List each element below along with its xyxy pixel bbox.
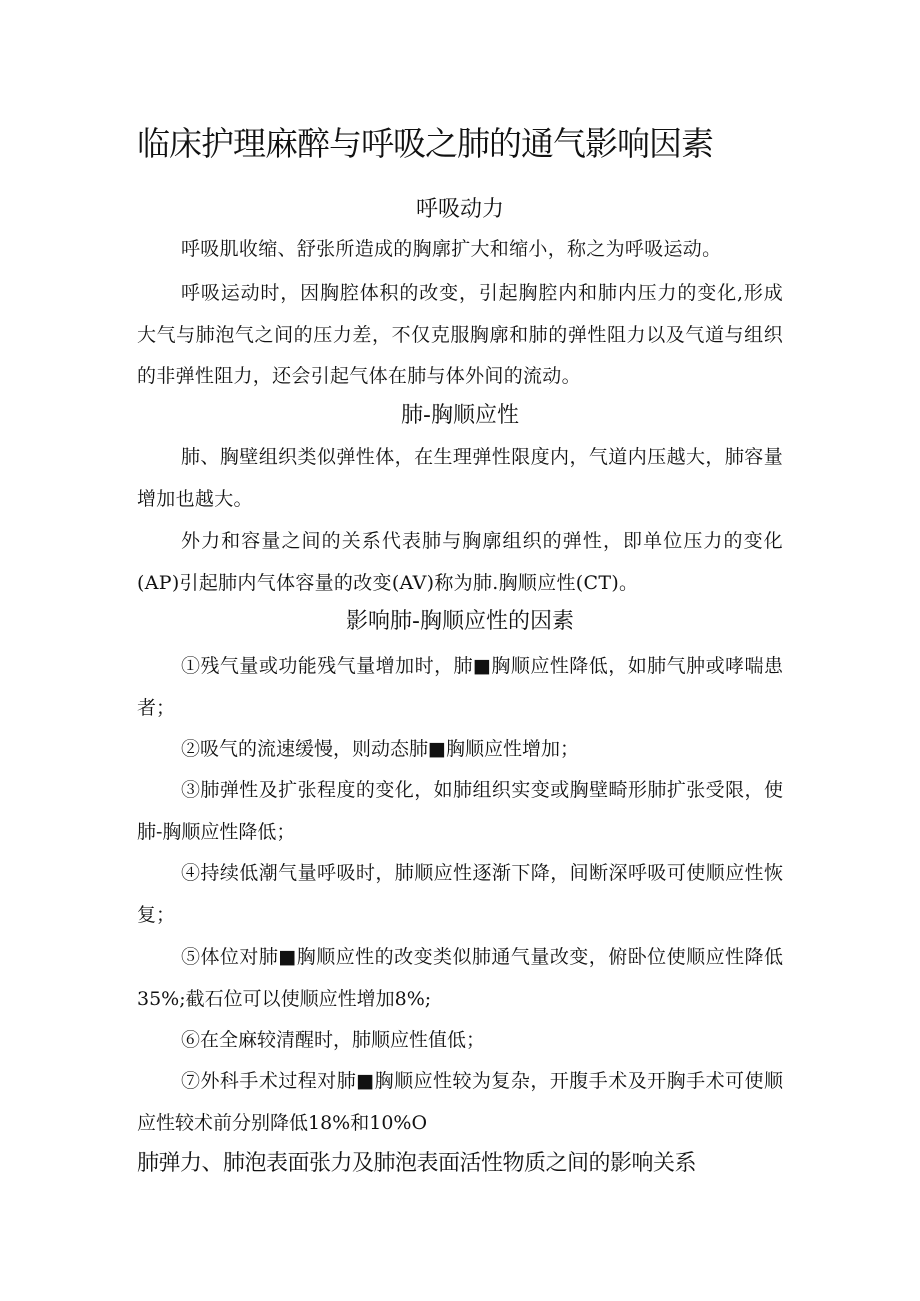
factor-item-1: ①残气量或功能残气量增加时，肺■胸顺应性降低，如肺气肿或哮喘患者；	[137, 655, 783, 719]
paragraph-pressure-difference: 呼吸运动时，因胸腔体积的改变，引起胸腔内和肺内压力的变化,形成大气与肺泡气之间的压力差，不仅克服胸廓和肺的弹性阻力以及气道与组织的非弹性阻力，还会引起气体在肺与体外间的流动。	[137, 282, 783, 387]
document-title: 临床护理麻醉与呼吸之肺的通气影响因素	[137, 124, 713, 163]
factor-item-5: ⑤体位对肺■胸顺应性的改变类似肺通气量改变，俯卧位使顺应性降低35%;截石位可以使顺应性增加8%;	[137, 946, 783, 1010]
factor-item-6: ⑥在全麻较清醒时，肺顺应性值低；	[181, 1029, 486, 1051]
paragraph-respiratory-movement: 呼吸肌收缩、舒张所造成的胸廓扩大和缩小，称之为呼吸运动。	[181, 238, 722, 260]
factor-item-4: ④持续低潮气量呼吸时，肺顺应性逐渐下降，间断深呼吸可使顺应性恢复；	[137, 862, 783, 926]
section-heading-elasticity-relationship: 肺弹力、肺泡表面张力及肺泡表面活性物质之间的影响关系	[137, 1151, 697, 1176]
factor-item-2: ②吸气的流速缓慢，则动态肺■胸顺应性增加；	[181, 738, 579, 760]
section-heading-lung-chest-compliance: 肺-胸顺应性	[401, 403, 519, 428]
factor-item-3: ③肺弹性及扩张程度的变化，如肺组织实变或胸壁畸形肺扩张受限，使肺-胸顺应性降低；	[137, 779, 783, 843]
factor-item-7: ⑦外科手术过程对肺■胸顺应性较为复杂，开腹手术及开胸手术可使顺应性较术前分别降低18%和10%O	[137, 1070, 783, 1134]
section-heading-compliance-factors: 影响肺-胸顺应性的因素	[346, 609, 574, 634]
section-heading-respiratory-power: 呼吸动力	[415, 197, 504, 222]
paragraph-compliance-definition: 外力和容量之间的关系代表肺与胸廓组织的弹性，即单位压力的变化(AP)引起肺内气体容量的改变(AV)称为肺.胸顺应性(CT)。	[137, 530, 783, 594]
paragraph-elastic-body: 肺、胸壁组织类似弹性体，在生理弹性限度内，气道内压越大，肺容量增加也越大。	[137, 446, 783, 510]
